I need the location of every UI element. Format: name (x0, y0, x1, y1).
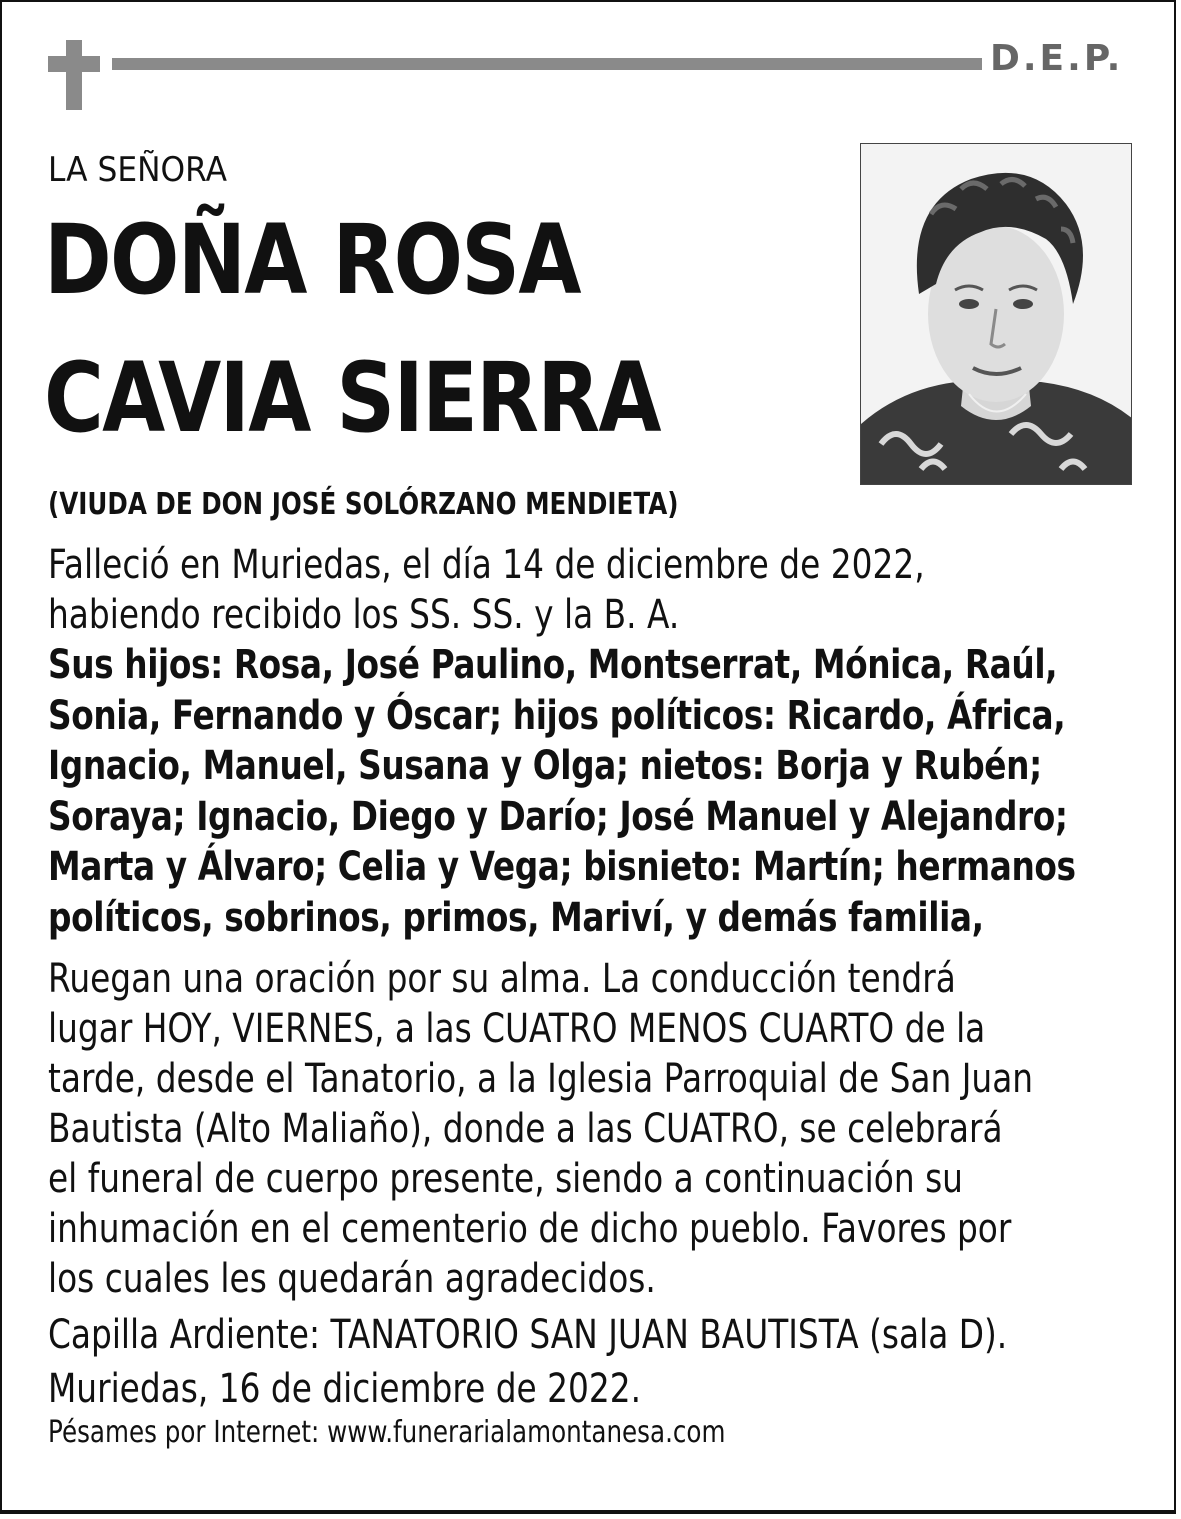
text-line: el funeral de cuerpo presente, siendo a continuación su (48, 1156, 963, 1202)
text-line: inhumación en el cementerio de dicho pueblo. Favores por (48, 1206, 1012, 1252)
text-line: Sonia, Fernando y Óscar; hijos políticos: Ricardo, África, (48, 692, 1066, 739)
text-line: habiendo recibido los SS. SS. y la B. A. (48, 592, 680, 638)
portrait-photo (860, 143, 1132, 485)
text-line: Bautista (Alto Maliaño), donde a las CUATRO, se celebrará (48, 1106, 1003, 1152)
dep-label: D.E.P. (990, 38, 1124, 79)
condolences-web: Pésames por Internet: www.funerarialamontanesa.com (48, 1415, 726, 1450)
text-line: Soraya; Ignacio, Diego y Darío; José Manuel y Alejandro; (48, 793, 1068, 840)
deceased-name-line2: CAVIA SIERRA (44, 342, 660, 454)
service-paragraph (48, 954, 1130, 1304)
honorific: LA SEÑORA (48, 150, 227, 190)
deceased-name-line1: DOÑA ROSA (44, 204, 580, 316)
text-line: Ruegan una oración por su alma. La conducción tendrá (48, 956, 956, 1002)
text-line: Capilla Ardiente: TANATORIO SAN JUAN BAUTISTA (sala D). (48, 1312, 1008, 1358)
text-line: políticos, sobrinos, primos, Mariví, y demás familia, (48, 894, 984, 941)
text-line: Falleció en Muriedas, el día 14 de diciembre de 2022, (48, 542, 925, 588)
text-line: Muriedas, 16 de diciembre de 2022. (48, 1366, 642, 1412)
place-date (48, 1364, 1130, 1414)
text-line: Ignacio, Manuel, Susana y Olga; nietos: Borja y Rubén; (48, 743, 1042, 790)
text-line: lugar HOY, VIERNES, a las CUATRO MENOS CUARTO de la (48, 1006, 986, 1052)
family-paragraph (48, 640, 1130, 944)
text-line: los cuales les quedarán agradecidos. (48, 1256, 656, 1302)
header-rule (112, 58, 982, 70)
death-paragraph (48, 540, 1130, 640)
cross-icon (48, 40, 100, 110)
widow-note: (VIUDA DE DON JOSÉ SOLÓRZANO MENDIETA) (48, 487, 679, 522)
text-line: Sus hijos: Rosa, José Paulino, Montserrat, Mónica, Raúl, (48, 642, 1058, 688)
text-line: Marta y Álvaro; Celia y Vega; bisnieto: Martín; hermanos (48, 844, 1076, 891)
chapel-line (48, 1310, 1130, 1360)
text-line: tarde, desde el Tanatorio, a la Iglesia Parroquial de San Juan (48, 1056, 1034, 1102)
